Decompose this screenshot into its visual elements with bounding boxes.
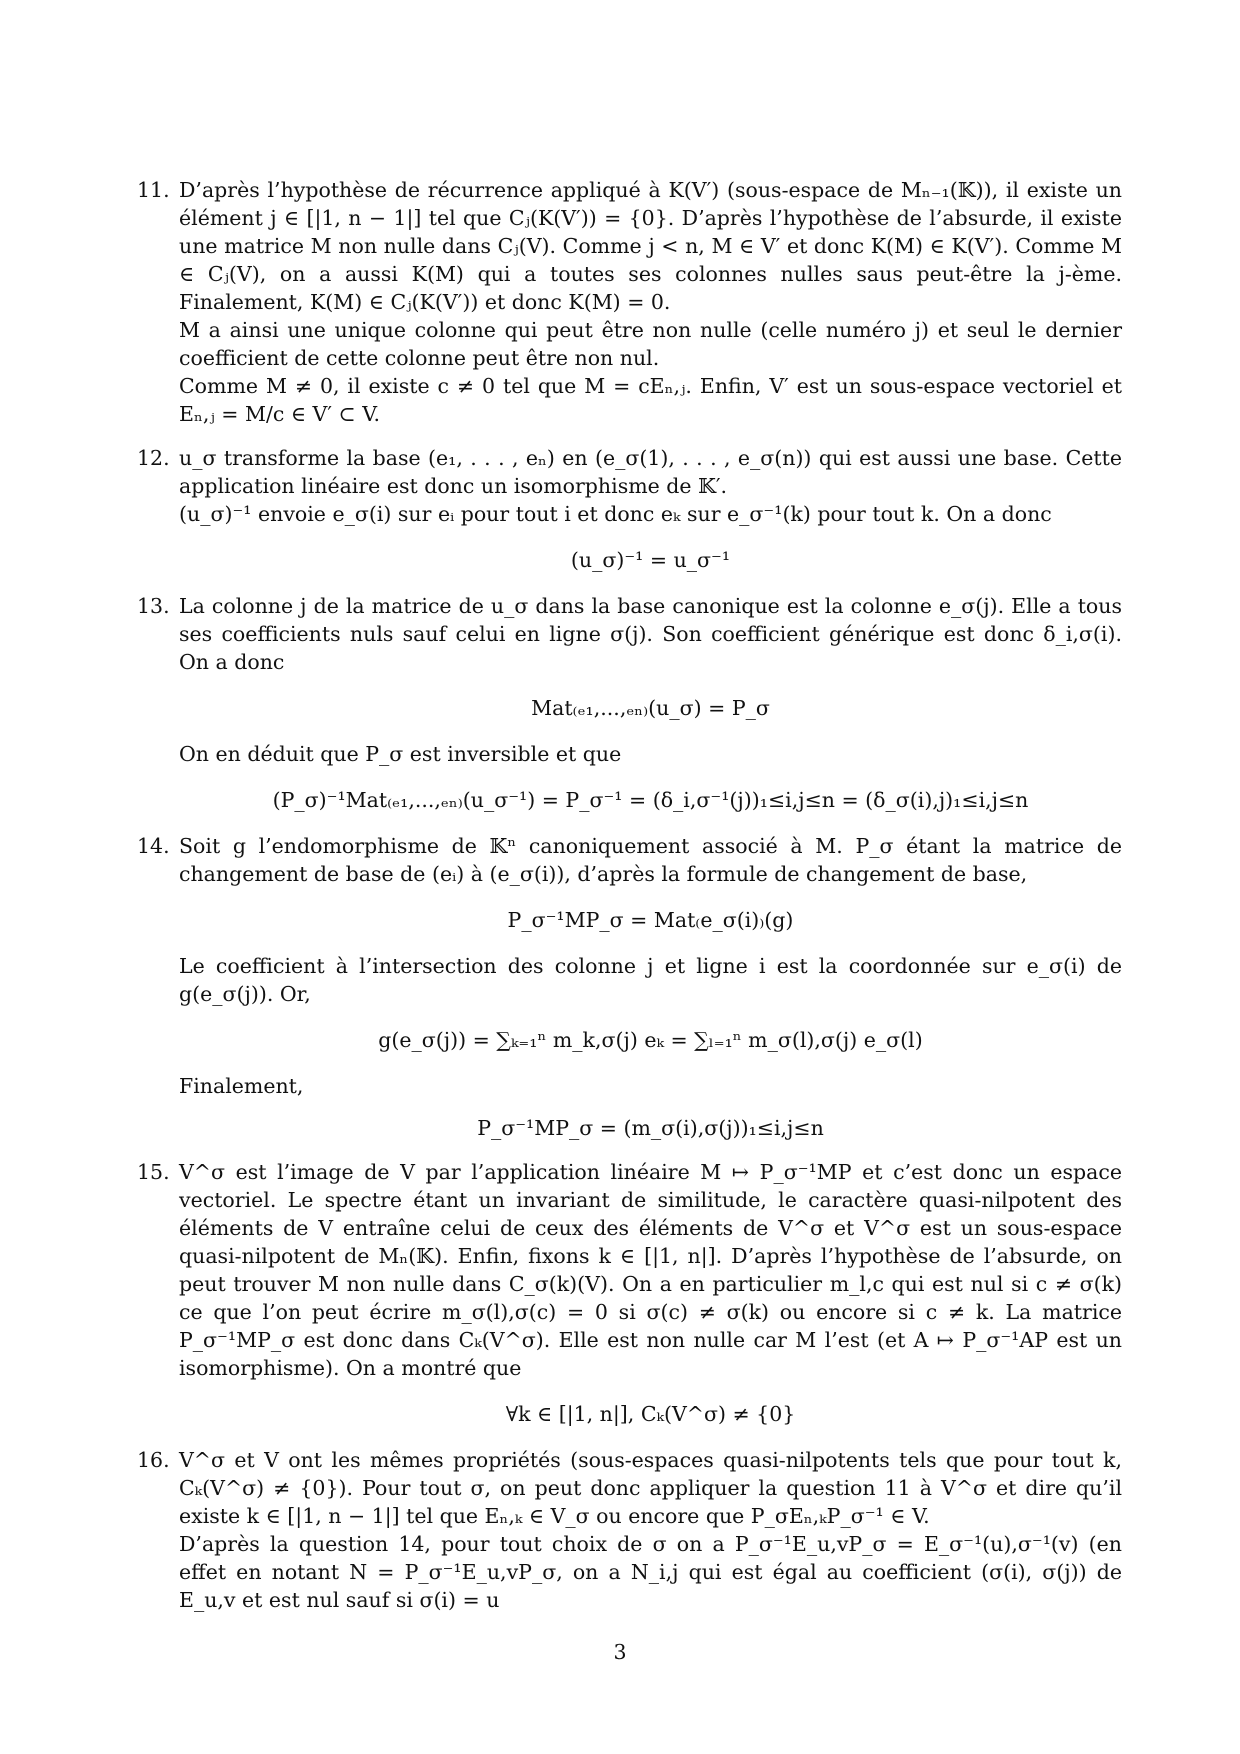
answer-13	[137, 592, 1122, 814]
item-number: 11.	[137, 178, 170, 202]
page-content	[137, 176, 1122, 1630]
answer-12	[137, 444, 1122, 574]
display-equation: P_σ⁻¹MP_σ = (m_σ(i),σ(j))₁≤i,j≤n	[477, 1116, 824, 1140]
display-equation: g(e_σ(j)) = ∑ₖ₌₁ⁿ m_k,σ(j) eₖ = ∑ₗ₌₁ⁿ m_σ(l),σ(j) e_σ(l)	[378, 1028, 923, 1052]
item-number: 16.	[137, 1448, 170, 1472]
display-equation: Mat₍ₑ₁,...,ₑₙ₎(u_σ) = P_σ	[531, 696, 770, 720]
answer-15	[137, 1158, 1122, 1428]
display-equation: (P_σ)⁻¹Mat₍ₑ₁,...,ₑₙ₎(u_σ⁻¹) = P_σ⁻¹ = (δ_i,σ⁻¹(j))₁≤i,j≤n = (δ_σ(i),j)₁≤i,j≤n	[272, 788, 1029, 812]
item-number: 14.	[137, 834, 170, 858]
paragraph: Soit g l’endomorphisme de 𝕂ⁿ canoniquement associé à M. P_σ étant la matrice de changement de base de (eᵢ) à (e_σ(i)), d’après la formule de changement de base,	[179, 834, 1122, 886]
item-number: 13.	[137, 594, 170, 618]
paragraph: V^σ et V ont les mêmes propriétés (sous-espaces quasi-nilpotents tels que pour tout k, Cₖ(V^σ) ≠ {0}). Pour tout σ, on peut donc appliquer la question 11 à V^σ et dire qu’il existe k ∈ [|1, n − 1|] tel que Eₙ,ₖ ∈ V_σ ou encore que P_σEₙ,ₖP_σ⁻¹ ∈ V.	[179, 1448, 1122, 1528]
paragraph: (u_σ)⁻¹ envoie e_σ(i) sur eᵢ pour tout i et donc eₖ sur e_σ⁻¹(k) pour tout k. On a donc	[179, 502, 1052, 526]
display-equation: P_σ⁻¹MP_σ = Mat₍e_σ(i)₎(g)	[507, 908, 794, 932]
display-equation: (u_σ)⁻¹ = u_σ⁻¹	[570, 548, 731, 572]
paragraph: u_σ transforme la base (e₁, . . . , eₙ) en (e_σ(1), . . . , e_σ(n)) qui est aussi une base. Cette application linéaire est donc un isomorphisme de 𝕂′.	[179, 446, 1122, 498]
answer-16	[137, 1446, 1122, 1614]
paragraph: D’après la question 14, pour tout choix de σ on a P_σ⁻¹E_u,vP_σ = E_σ⁻¹(u),σ⁻¹(v) (en effet en notant N = P_σ⁻¹E_u,vP_σ, on a N_i,j qui est égal au coefficient (σ(i), σ(j)) de E_u,v et est nul sauf si σ(i) = u	[179, 1532, 1122, 1612]
paragraph: On en déduit que P_σ est inversible et que	[179, 742, 622, 766]
page-number: 3	[613, 1640, 627, 1664]
paragraph: D’après l’hypothèse de récurrence appliqué à K(V′) (sous-espace de Mₙ₋₁(𝕂)), il existe un élément j ∈ [|1, n − 1|] tel que Cⱼ(K(V′)) = {0}. D’après l’hypothèse de l’absurde, il existe une matrice M non nulle dans Cⱼ(V). Comme j < n, M ∈ V′ et donc K(M) ∈ K(V′). Comme M ∈ Cⱼ(V), on a aussi K(M) qui a toutes ses colonnes nulles saus peut-être la j-ème. Finalement, K(M) ∈ Cⱼ(K(V′)) et donc K(M) = 0.	[179, 178, 1122, 314]
paragraph: Finalement,	[179, 1074, 304, 1098]
display-equation: ∀k ∈ [|1, n|], Cₖ(V^σ) ≠ {0}	[505, 1402, 796, 1426]
paragraph: Comme M ≠ 0, il existe c ≠ 0 tel que M = cEₙ,ⱼ. Enfin, V′ est un sous-espace vectoriel et Eₙ,ⱼ = M/c ∈ V′ ⊂ V.	[179, 374, 1122, 426]
answer-11	[137, 176, 1122, 428]
paragraph: Le coefficient à l’intersection des colonne j et ligne i est la coordonnée sur e_σ(i) de g(e_σ(j)). Or,	[179, 954, 1122, 1006]
item-number: 12.	[137, 446, 170, 470]
paragraph: V^σ est l’image de V par l’application linéaire M ↦ P_σ⁻¹MP et c’est donc un espace vectoriel. Le spectre étant un invariant de similitude, le caractère quasi-nilpotent des éléments de V entraîne celui de ceux des éléments de V^σ et V^σ est un sous-espace quasi-nilpotent de Mₙ(𝕂). Enfin, fixons k ∈ [|1, n|]. D’après l’hypothèse de l’absurde, on peut trouver M non nulle dans C_σ(k)(V). On a en particulier m_l,c qui est nul si c ≠ σ(k) ce que l’on peut écrire m_σ(l),σ(c) = 0 si σ(c) ≠ σ(k) ou encore si c ≠ k. La matrice P_σ⁻¹MP_σ est donc dans Cₖ(V^σ). Elle est non nulle car M l’est (et A ↦ P_σ⁻¹AP est un isomorphisme). On a montré que	[179, 1160, 1122, 1380]
answer-14	[137, 832, 1122, 1142]
paragraph: La colonne j de la matrice de u_σ dans la base canonique est la colonne e_σ(j). Elle a tous ses coefficients nuls sauf celui en ligne σ(j). Son coefficient générique est donc δ_i,σ(i). On a donc	[179, 594, 1122, 674]
paragraph: M a ainsi une unique colonne qui peut être non nulle (celle numéro j) et seul le dernier coefficient de cette colonne peut être non nul.	[179, 318, 1122, 370]
item-number: 15.	[137, 1160, 170, 1184]
